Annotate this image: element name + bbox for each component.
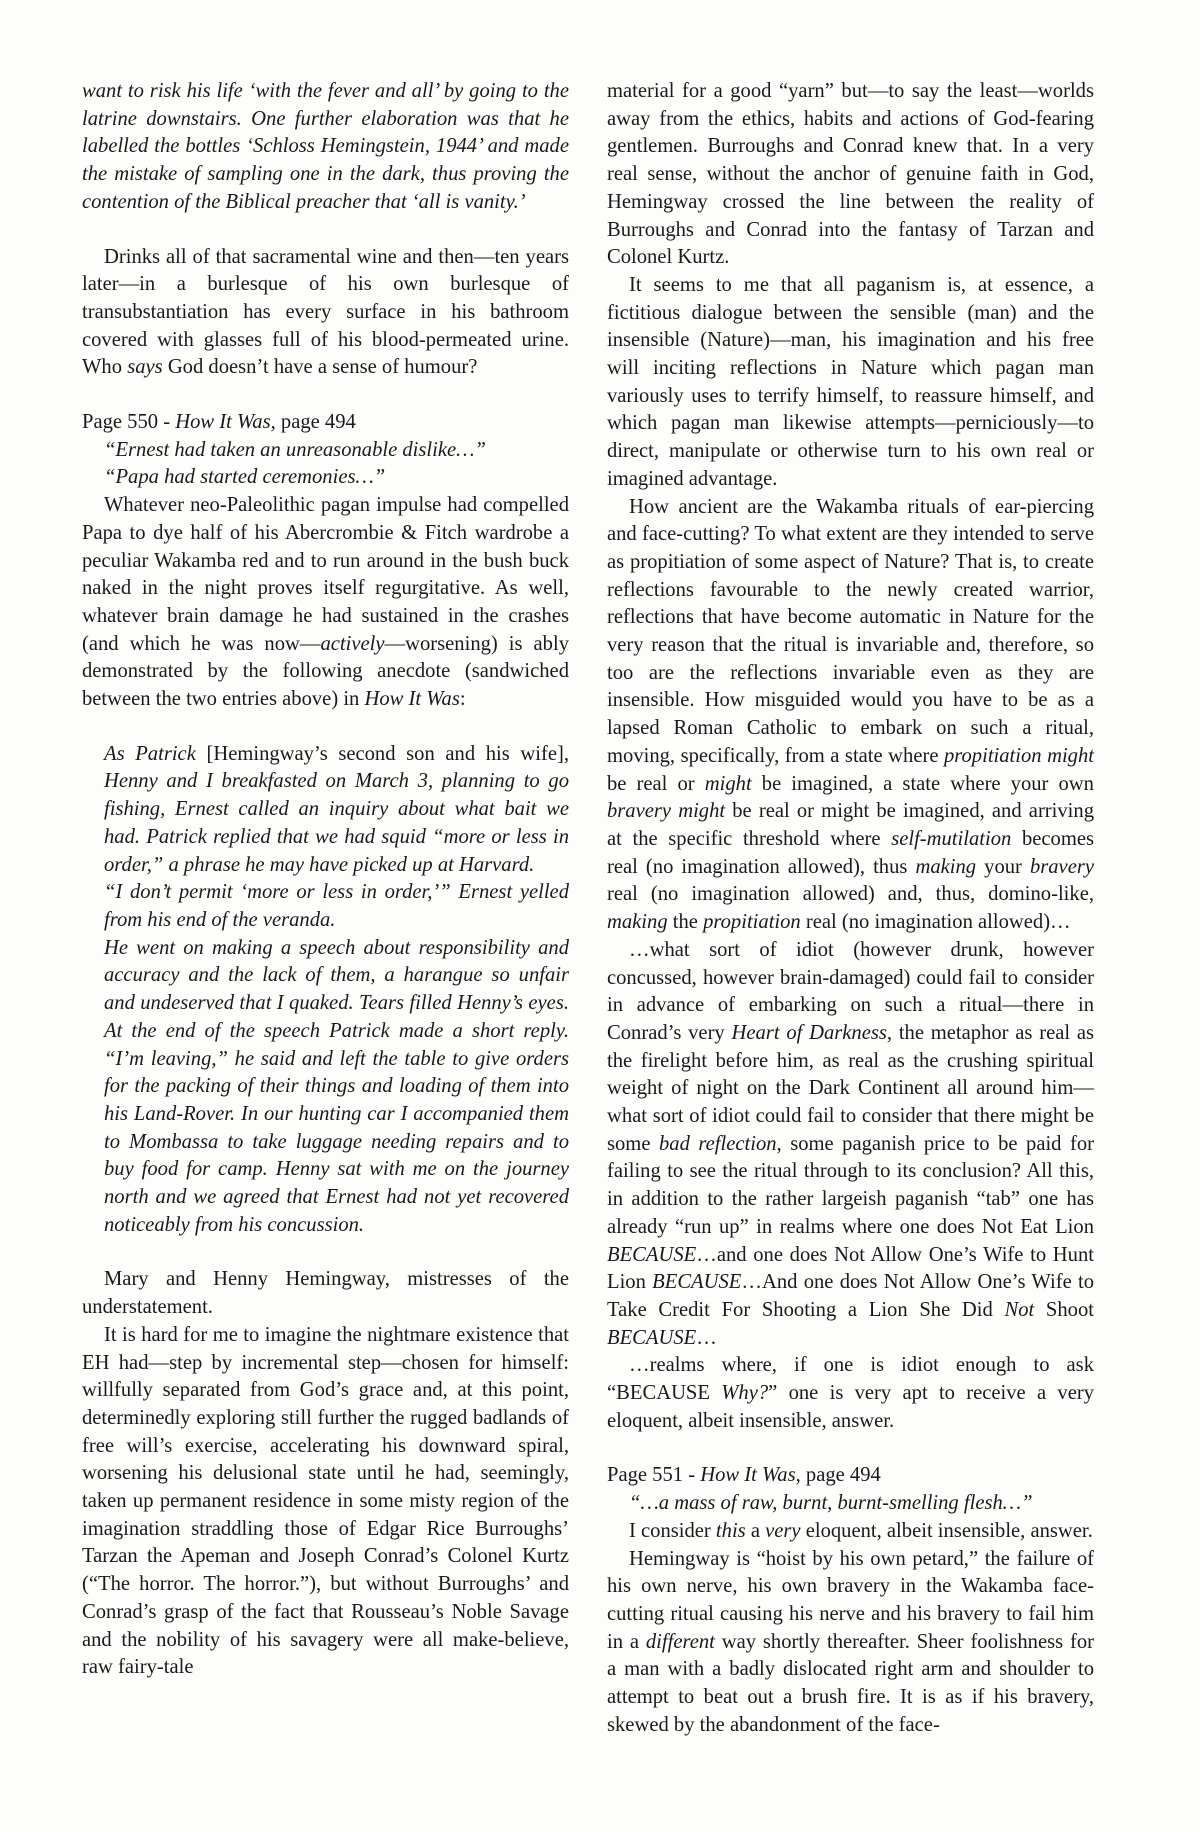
epigraph-3: “…a mass of raw, burnt, burnt-smelling flesh…”	[629, 1492, 1033, 1515]
right-paragraph-7: Hemingway is “hoist by his own petard,” the failure of his own nerve, his own bravery in the Wakamba face-cutting ritual causing his nerve and his bravery to fail him in a different way shortly thereafter. Sheer foolishness for a man with a badly dislocated right arm and shoulder to attempt to beat out a brush fire. It is as if his bravery, skewed by the abandonment of the face-	[607, 1547, 1094, 1736]
block-quote-1: As Patrick [Hemingway’s second son and his wife], Henny and I breakfasted on March 3, planning to go fishing, Ernest called an inquiry about what bait we had. Patrick replied that we had squid “more or less in order,” a phrase he may have picked up at Harvard.	[104, 742, 569, 876]
right-paragraph-1: material for a good “yarn” but—to say the least—worlds away from the ethics, habits and actions of God-fearing gentlemen. Burroughs and Conrad knew that. In a very real sense, without the anchor of genuine faith in God, Hemingway crossed the line between the reality of Burroughs and Conrad into the fantasy of Tarzan and Colonel Kurtz.	[607, 80, 1094, 269]
left-column	[82, 78, 569, 1832]
epigraph-1: “Ernest had taken an unreasonable dislike…”	[104, 438, 486, 461]
left-paragraph-2: Drinks all of that sacramental wine and then—ten years later—in a burlesque of his own burlesque of transubstantiation has every surface in his bathroom covered with glasses full of his blood-permeated urine. Who says God doesn’t have a sense of humour?	[82, 245, 569, 379]
left-paragraph-5: It is hard for me to imagine the nightmare existence that EH had—step by incremental step—chosen for himself: willfully separated from God’s grace and, at this point, determinedly exploring still further the rugged badlands of free will’s exercise, accelerating his downward spiral, worsening his delusional state until he had, seemingly, taken up permanent residence in some misty region of the imagination straddling those of Edgar Rice Burroughs’ Tarzan the Apeman and Joseph Conrad’s Colonel Kurtz (“The horror. The horror.”), but without Burroughs’ and Conrad’s grasp of the fact that Rousseau’s Noble Savage and the nobility of his savagery were all make-believe, raw fairy-tale	[82, 1323, 569, 1679]
right-paragraph-6: I consider this a very eloquent, albeit insensible, answer.	[629, 1519, 1093, 1542]
block-quote-3: He went on making a speech about responsibility and accuracy and the lack of them, a harangue so unfair and undeserved that I quaked. Tears filled Henny’s eyes. At the end of the speech Patrick made a short reply. “I’m leaving,” he said and left the table to give orders for the packing of their things and loading of them into his Land-Rover. In our hunting car I accompanied them to Mombassa to take luggage needing repairs and to buy food for camp. Henny sat with me on the journey north and we agreed that Ernest had not yet recovered noticeably from his concussion.	[104, 936, 569, 1236]
right-paragraph-2: It seems to me that all paganism is, at essence, a fictitious dialogue between the sensible (man) and the insensible (Nature)—man, his imagination and his free will inciting reflections in Nature which pagan man variously uses to terrify himself, to reassure himself, and which pagan man likewise attempts—perniciously—to direct, manipulate or otherwise turn to his own real or imagined advantage.	[607, 273, 1094, 490]
right-paragraph-4: …what sort of idiot (however drunk, however concussed, however brain-damaged) could fail to consider in advance of embarking on such a ritual—there in Conrad’s very Heart of Darkness, the metaphor as real as the firelight before him, as real as the crushing spiritual weight of night on the Dark Continent all around him—what sort of idiot could fail to consider that there might be some bad reflection, some paganish price to be paid for failing to see the ritual through to its conclusion? All this, in addition to the rather largeish paganish “tab” one has already “run up” in realms where one does Not Eat Lion BECAUSE…and one does Not Allow One’s Wife to Hunt Lion BECAUSE…And one does Not Allow One’s Wife to Take Credit For Shooting a Lion She Did Not Shoot BECAUSE…	[607, 938, 1095, 1349]
says-emphasis: says	[127, 356, 163, 379]
right-column	[607, 78, 1094, 1832]
block-quote-2: “I don’t permit ‘more or less in order,’” Ernest yelled from his end of the veranda.	[104, 881, 569, 931]
left-paragraph-3: Whatever neo-Paleolithic pagan impulse had compelled Papa to dye half of his Abercrombie & Fitch wardrobe a peculiar Wakamba red and to run around in the bush buck naked in the night proves itself regurgitative. As well, whatever brain damage he had sustained in the crashes (and which he was now—actively—worsening) is ably demonstrated by the following anecdote (sandwiched between the two entries above) in How It Was:	[82, 494, 569, 711]
left-paragraph-1: want to risk his life ‘with the fever and all’ by going to the latrine downstairs. One further elaboration was that he labelled the bottles ‘Schloss Hemingstein, 1944’ and made the mistake of sampling one in the dark, thus proving the contention of the Biblical preacher that ‘all is vanity.’	[82, 80, 569, 213]
epigraph-2: “Papa had started ceremonies…”	[104, 466, 386, 489]
right-paragraph-5: …realms where, if one is idiot enough to ask “BECAUSE Why?” one is very apt to receive a very eloquent, albeit insensible, answer.	[607, 1354, 1094, 1432]
left-paragraph-4: Mary and Henny Hemingway, mistresses of the understatement.	[82, 1268, 569, 1319]
right-paragraph-3: How ancient are the Wakamba rituals of ear-piercing and face-cutting? To what extent are they intended to serve as propitiation of some aspect of Nature? That is, to create reflections favourable to the newly created warrior, reflections that have become automatic in Nature for the very reason that the ritual is invariable and, therefore, so too are the reflections invariable even as they are insensible. How misguided would you have to be as a lapsed Roman Catholic to embark on such a ritual, moving, specifically, from a state where propitiation might be real or might be imagined, a state where your own bravery might be real or might be imagined, and arriving at the specific threshold where self-mutilation becomes real (no imagination allowed), thus making your bravery real (no imagination allowed) and, thus, domino-like, making the propitiation real (no imagination allowed)…	[607, 495, 1094, 934]
section-heading-page-551: Page 551 - How It Was, page 494	[607, 1464, 881, 1487]
section-heading-page-550: Page 550 - How It Was, page 494	[82, 411, 356, 434]
